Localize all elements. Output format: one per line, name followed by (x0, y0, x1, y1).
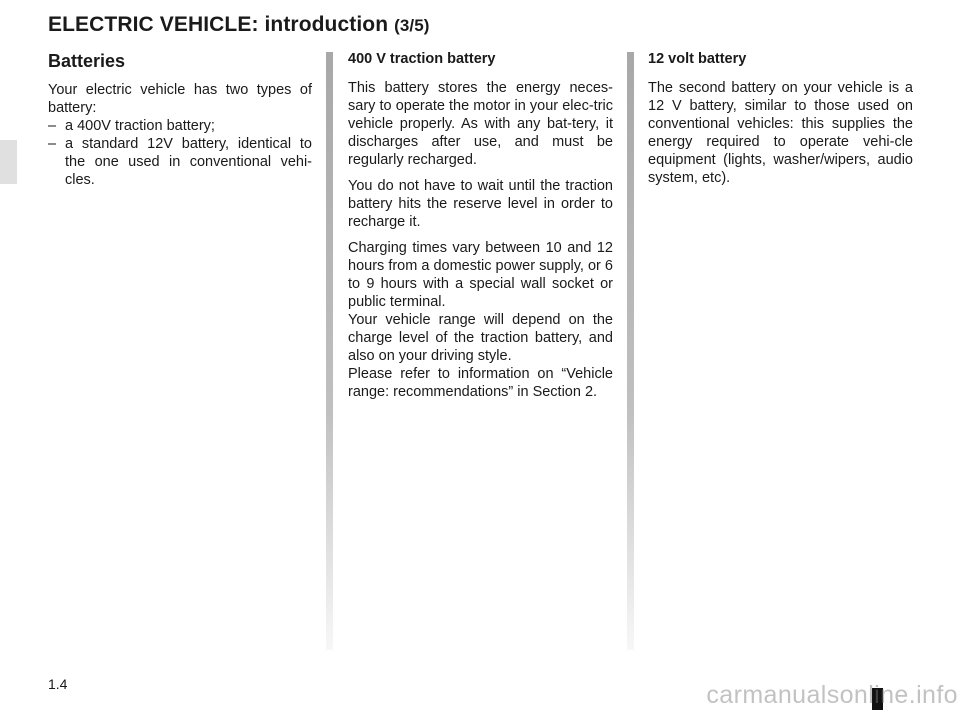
page-title-fraction: (3/5) (394, 16, 430, 35)
column-batteries (48, 50, 312, 189)
section-tab-marker (0, 140, 17, 184)
paragraph: This battery stores the energy neces-sary to operate the motor in your elec-tric vehicle properly. As with any bat-tery, it discharges after use, and must be regularly recharged. (348, 80, 613, 168)
list-dash: – (48, 136, 57, 152)
section-heading-batteries: Batteries (48, 51, 126, 71)
heading-12v-battery: 12 volt battery (648, 51, 747, 67)
column-traction-battery (348, 50, 613, 401)
paragraph: The second battery on your vehicle is a 12 V battery, similar to those used on conventional vehicles: this supplies the energy required to operate vehi-cle equipment (lights, washer/wipers, audio system, etc). (648, 80, 913, 186)
list-item (48, 135, 312, 189)
page-title (48, 13, 430, 37)
heading-traction-battery: 400 V traction battery (348, 51, 496, 67)
paragraph: Your vehicle range will depend on the charge level of the traction battery, and also on your driving style. (348, 312, 613, 364)
list-item-text: a standard 12V battery, identical to the one used in conventional vehi-cles. (65, 136, 312, 188)
page-number: 1.4 (48, 676, 68, 692)
list-dash: – (48, 118, 57, 134)
column-divider (627, 52, 634, 650)
list-item-text: a 400V traction battery; (65, 118, 215, 134)
watermark: carmanualsonline.info (706, 681, 958, 709)
column-12v-battery (648, 50, 913, 195)
paragraph: You do not have to wait until the traction battery hits the reserve level in order to recharge it. (348, 178, 613, 230)
page-title-main: ELECTRIC VEHICLE: introduction (48, 13, 389, 36)
column-divider (326, 52, 333, 650)
battery-type-list (48, 117, 312, 189)
paragraph: Please refer to information on “Vehicle range: recommendations” in Section 2. (348, 366, 613, 400)
batteries-intro: Your electric vehicle has two types of battery: (48, 82, 312, 116)
list-item (48, 117, 312, 135)
paragraph: Charging times vary between 10 and 12 hours from a domestic power supply, or 6 to 9 hours with a special wall socket or public terminal. (348, 240, 613, 310)
